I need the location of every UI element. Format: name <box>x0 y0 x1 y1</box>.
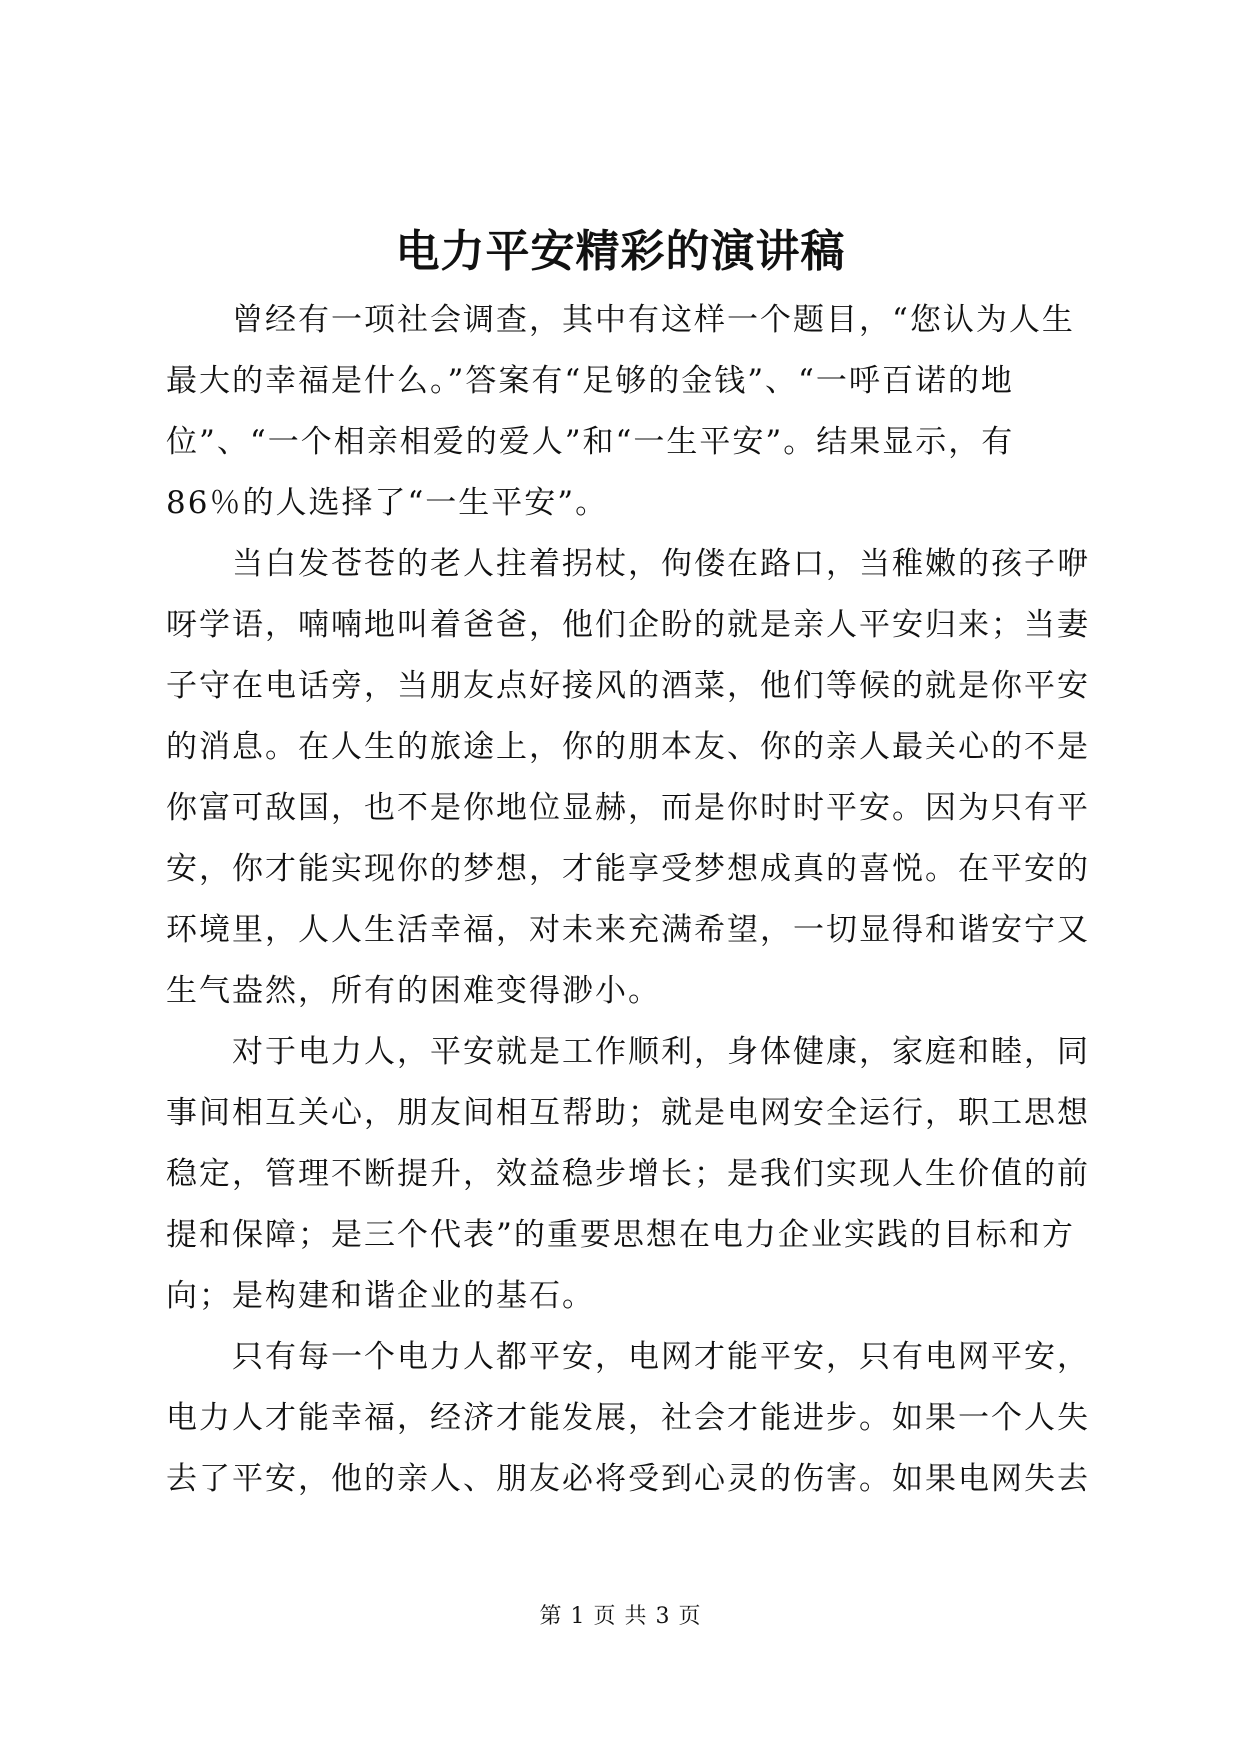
text-line: 电力人才能幸福，经济才能发展，社会才能进步。如果一个人失 <box>166 1400 1090 1436</box>
text-line: 安，你才能实现你的梦想，才能享受梦想成真的喜悦。在平安的 <box>166 851 1090 887</box>
text-line: 事间相互关心，朋友间相互帮助；就是电网安全运行，职工思想 <box>166 1095 1090 1131</box>
text-line: 去了平安，他的亲人、朋友必将受到心灵的伤害。如果电网失去 <box>166 1461 1090 1497</box>
text-line: 曾经有一项社会调查，其中有这样一个题目，“您认为人生 <box>232 302 1075 338</box>
text-line: 当白发苍苍的老人拄着拐杖，佝偻在路口，当稚嫩的孩子咿 <box>232 546 1090 582</box>
text-line: 位”、“一个相亲相爱的爱人”和“一生平安”。结果显示，有 <box>166 424 1015 460</box>
document-body <box>166 290 1090 1510</box>
text-line: 的消息。在人生的旅途上，你的朋本友、你的亲人最关心的不是 <box>166 729 1090 765</box>
text-line: 呀学语，喃喃地叫着爸爸，他们企盼的就是亲人平安归来；当妻 <box>166 607 1090 643</box>
document-title: 电力平安精彩的演讲稿 <box>395 226 846 277</box>
text-line: 86％的人选择了“一生平安”。 <box>166 485 609 521</box>
text-line: 稳定，管理不断提升，效益稳步增长；是我们实现人生价值的前 <box>166 1156 1090 1192</box>
text-line: 生气盎然，所有的困难变得渺小。 <box>166 973 661 1009</box>
text-line: 提和保障；是三个代表”的重要思想在电力企业实践的目标和方 <box>166 1217 1075 1253</box>
text-line: 子守在电话旁，当朋友点好接风的酒菜，他们等候的就是你平安 <box>166 668 1090 704</box>
text-line: 你富可敌国，也不是你地位显赫，而是你时时平安。因为只有平 <box>166 790 1090 826</box>
text-line: 向；是构建和谐企业的基石。 <box>166 1278 595 1314</box>
page-footer: 第 1 页 共 3 页 <box>539 1604 702 1629</box>
text-line: 只有每一个电力人都平安，电网才能平安，只有电网平安， <box>232 1339 1090 1375</box>
text-line: 对于电力人，平安就是工作顺利，身体健康，家庭和睦，同 <box>232 1034 1090 1070</box>
text-line: 最大的幸福是什么。”答案有“足够的金钱”、“一呼百诺的地 <box>166 363 1014 399</box>
text-line: 环境里，人人生活幸福，对未来充满希望，一切显得和谐安宁又 <box>166 912 1090 948</box>
